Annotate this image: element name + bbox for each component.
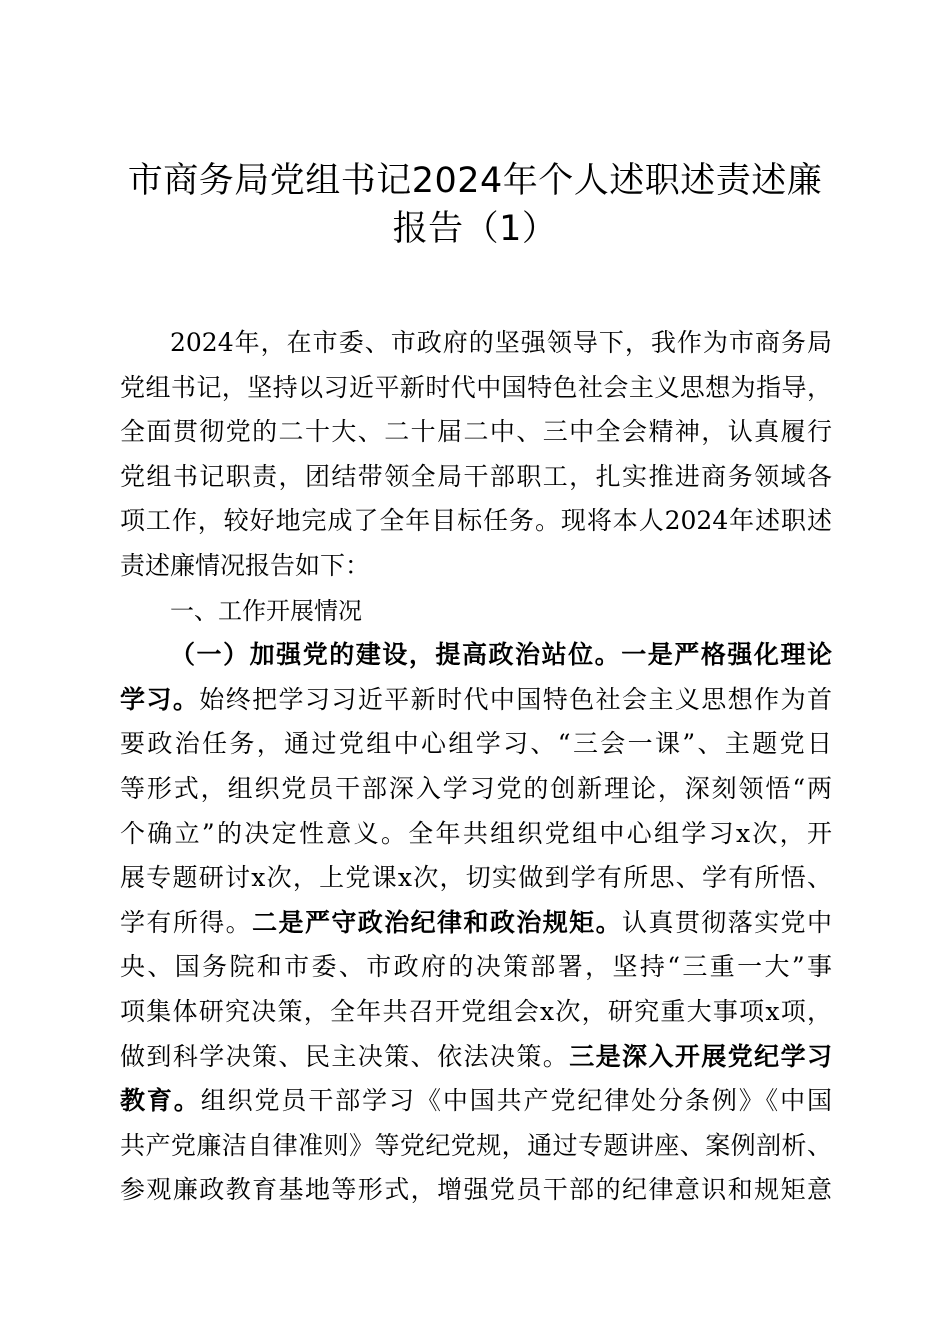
p1-line-11-text: 组织党员干部学习《中国共产党纪律处分条例》《中国 <box>200 1086 832 1116</box>
p1-line-10-text: 做到科学决策、民主决策、依法决策。 <box>120 1041 570 1071</box>
p1-line-6: 展专题研讨x次，上党课x次，切实做到学有所思、学有所悟、 <box>120 863 832 893</box>
intro-line-3: 全面贯彻党的二十大、二十届二中、三中全会精神，认真履行 <box>120 417 832 447</box>
title-line-2: 报告（1） <box>392 209 558 249</box>
title-line-1: 市商务局党组书记2024年个人述职述责述廉 <box>127 161 823 201</box>
intro-line-2: 党组书记，坚持以习近平新时代中国特色社会主义思想为指导， <box>120 372 832 402</box>
p1-line-7-tail: 认真贯彻落实党中 <box>622 907 832 937</box>
intro-line-5: 项工作，较好地完成了全年目标任务。现将本人2024年述职述 <box>120 506 832 536</box>
p1-line-5: 个确立”的决定性意义。全年共组织党组中心组学习x次，开 <box>120 818 832 848</box>
intro-line-6: 责述廉情况报告如下： <box>120 550 371 580</box>
p1-line-2-text: 始终把学习习近平新时代中国特色社会主义思想作为首 <box>199 684 832 714</box>
p1-line-11-bold: 教育。 <box>120 1086 201 1116</box>
p1-line-2 <box>120 678 832 723</box>
intro-line-1: 2024年，在市委、市政府的坚强领导下，我作为市商务局 <box>170 328 832 357</box>
p1-line-7-bold: 二是严守政治纪律和政治规矩。 <box>252 907 623 937</box>
p1-line-10-bold: 三是深入开展党纪学习 <box>569 1041 832 1071</box>
intro-line-4: 党组书记职责，团结带领全局干部职工，扎实推进商务领域各 <box>120 461 832 491</box>
p1-line-7 <box>120 901 832 946</box>
document-title <box>110 157 840 253</box>
p1-line-12: 共产党廉洁自律准则》等党纪党规，通过专题讲座、案例剖析、 <box>120 1130 832 1160</box>
document-body <box>120 321 832 1213</box>
p1-line-9: 项集体研究决策，全年共召开党组会x次，研究重大事项x项， <box>120 996 832 1026</box>
p1-line-1: （一）加强党的建设，提高政治站位。一是严格强化理论 <box>170 640 832 670</box>
p1-line-10 <box>120 1035 832 1080</box>
p1-line-4: 等形式，组织党员干部深入学习党的创新理论，深刻领悟“两 <box>120 773 832 803</box>
p1-line-3: 要政治任务，通过党组中心组学习、“三会一课”、主题党日 <box>120 729 832 759</box>
p1-line-2-bold: 学习。 <box>120 684 200 714</box>
p1-line-13: 参观廉政教育基地等形式，增强党员干部的纪律意识和规矩意 <box>120 1175 832 1205</box>
section-heading: 一、工作开展情况 <box>170 596 362 625</box>
p1-line-7-text: 学有所得。 <box>120 907 253 937</box>
p1-line-8: 央、国务院和市委、市政府的决策部署，坚持“三重一大”事 <box>120 952 832 982</box>
p1-line-11 <box>120 1079 832 1124</box>
